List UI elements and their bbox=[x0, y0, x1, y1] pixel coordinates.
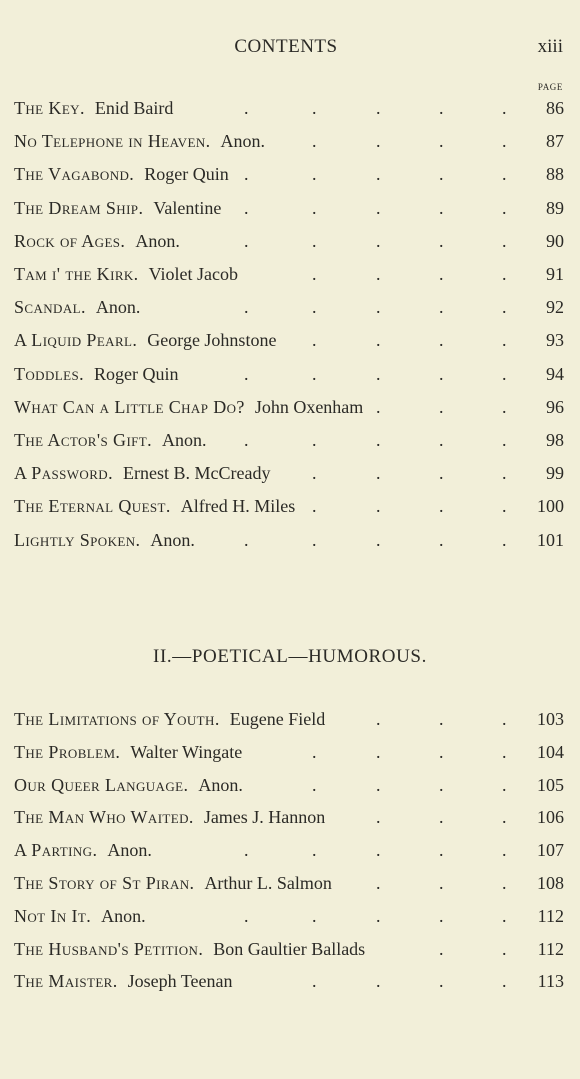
leader-dot: . bbox=[244, 164, 249, 185]
leader-dot: . bbox=[244, 297, 249, 318]
toc-entry bbox=[14, 194, 564, 222]
leader-dot: . bbox=[439, 873, 444, 893]
leader-dot: . bbox=[376, 840, 381, 861]
leader-dot: . bbox=[244, 905, 249, 926]
leader-dot: . bbox=[439, 396, 444, 417]
leader-dot: . bbox=[439, 297, 444, 318]
leader-dot: . bbox=[244, 363, 249, 384]
entry-title: The Man Who Waited. bbox=[14, 807, 194, 828]
toc-entry bbox=[14, 127, 564, 155]
running-head bbox=[0, 36, 580, 60]
leader-dot: . bbox=[439, 131, 444, 152]
leader-dot: . bbox=[376, 264, 381, 284]
entry-title: The Actor's Gift. bbox=[14, 430, 153, 450]
leader-dot: . bbox=[244, 197, 249, 218]
entry-author: Anon. bbox=[162, 430, 207, 450]
toc-entry bbox=[14, 902, 564, 930]
leader-dot: . bbox=[502, 938, 507, 959]
entry-title: Toddles. bbox=[14, 363, 84, 384]
leader-dot: . bbox=[312, 529, 317, 550]
entry-author: Anon. bbox=[135, 230, 180, 251]
leader-dot: . bbox=[312, 741, 317, 762]
toc-entry bbox=[14, 869, 564, 897]
toc-entry bbox=[14, 459, 564, 487]
entry-title: The Vagabond. bbox=[14, 164, 135, 185]
toc-entry bbox=[14, 935, 564, 963]
entry-author: Anon. bbox=[107, 840, 152, 861]
entry-author: Ernest B. McCready bbox=[122, 463, 271, 484]
leader-dot: . bbox=[439, 971, 444, 992]
toc-entry bbox=[14, 227, 564, 255]
entry-page-number: 112 bbox=[537, 938, 564, 959]
leader-dot: . bbox=[502, 807, 507, 828]
leader-dot: . bbox=[439, 709, 444, 729]
leader-dot: . bbox=[376, 463, 381, 484]
leader-dot: . bbox=[502, 230, 507, 251]
leader-dot: . bbox=[502, 430, 507, 450]
entry-author: Arthur L. Salmon bbox=[204, 873, 332, 893]
entry-title: Scandal. bbox=[14, 297, 86, 318]
leader-dot: . bbox=[439, 905, 444, 926]
leader-dot: . bbox=[502, 297, 507, 318]
leader-dot: . bbox=[376, 741, 381, 762]
entry-page-number: 88 bbox=[546, 164, 564, 185]
leader-dot: . bbox=[376, 98, 381, 118]
page-column-label: PAGE bbox=[537, 82, 563, 92]
toc-entry bbox=[14, 526, 564, 554]
entry-title: A Liquid Pearl. bbox=[14, 330, 138, 351]
entry-author: Enid Baird bbox=[94, 98, 174, 118]
entry-author: Anon. bbox=[150, 529, 195, 550]
entry-page-number: 103 bbox=[537, 709, 564, 729]
leader-dot: . bbox=[439, 164, 444, 185]
leader-dot: . bbox=[376, 230, 381, 251]
toc-entry bbox=[14, 160, 564, 188]
leader-dot: . bbox=[439, 741, 444, 762]
entry-page-number: 93 bbox=[546, 330, 564, 351]
entry-author: John Oxenham bbox=[254, 396, 364, 417]
leader-dot: . bbox=[502, 529, 507, 550]
leader-dot: . bbox=[439, 430, 444, 450]
page-folio: xiii bbox=[537, 36, 563, 57]
leader-dot: . bbox=[244, 840, 249, 861]
entry-author: Anon. bbox=[101, 905, 146, 926]
entry-author: Violet Jacob bbox=[148, 264, 238, 284]
entry-title: The Key. bbox=[14, 98, 85, 118]
entry-page-number: 99 bbox=[546, 463, 564, 484]
leader-dot: . bbox=[502, 971, 507, 992]
leader-dot: . bbox=[439, 496, 444, 517]
leader-dot: . bbox=[376, 197, 381, 218]
leader-dot: . bbox=[312, 330, 317, 351]
leader-dot: . bbox=[439, 330, 444, 351]
leader-dot: . bbox=[502, 709, 507, 729]
leader-dot: . bbox=[376, 905, 381, 926]
section-heading: II.—POETICAL—HUMOROUS. bbox=[153, 646, 427, 667]
leader-dot: . bbox=[244, 529, 249, 550]
leader-dot: . bbox=[376, 873, 381, 893]
entry-title: The Problem. bbox=[14, 741, 121, 762]
leader-dot: . bbox=[439, 774, 444, 795]
leader-dot: . bbox=[312, 98, 317, 118]
leader-dot: . bbox=[312, 971, 317, 992]
leader-dot: . bbox=[376, 496, 381, 517]
entry-title: Our Queer Language. bbox=[14, 774, 189, 795]
entry-author: Anon. bbox=[198, 774, 243, 795]
leader-dot: . bbox=[502, 840, 507, 861]
leader-dot: . bbox=[376, 774, 381, 795]
leader-dot: . bbox=[376, 709, 381, 729]
entry-page-number: 105 bbox=[537, 774, 564, 795]
leader-dot: . bbox=[376, 164, 381, 185]
entry-page-number: 104 bbox=[537, 741, 564, 762]
entry-title: The Dream Ship. bbox=[14, 197, 144, 218]
entry-page-number: 112 bbox=[537, 905, 564, 926]
leader-dot: . bbox=[502, 774, 507, 795]
toc-entry bbox=[14, 326, 564, 354]
leader-dot: . bbox=[312, 496, 317, 517]
leader-dot: . bbox=[244, 230, 249, 251]
entry-title: Rock of Ages. bbox=[14, 230, 126, 251]
leader-dot: . bbox=[502, 496, 507, 517]
leader-dot: . bbox=[312, 297, 317, 318]
entry-page-number: 96 bbox=[546, 396, 564, 417]
entry-title: The Story of St Piran. bbox=[14, 873, 195, 893]
running-head-title: CONTENTS bbox=[234, 36, 338, 57]
entry-page-number: 101 bbox=[537, 529, 564, 550]
entry-page-number: 92 bbox=[546, 297, 564, 318]
entry-title: The Husband's Petition. bbox=[14, 938, 204, 959]
toc-entry bbox=[14, 426, 564, 454]
entry-page-number: 89 bbox=[546, 197, 564, 218]
leader-dot: . bbox=[376, 971, 381, 992]
entry-page-number: 94 bbox=[546, 363, 564, 384]
leader-dot: . bbox=[502, 164, 507, 185]
leader-dot: . bbox=[376, 396, 381, 417]
leader-dot: . bbox=[502, 330, 507, 351]
entry-author: Alfred H. Miles bbox=[180, 496, 296, 517]
leader-dot: . bbox=[376, 529, 381, 550]
entry-author: Walter Wingate bbox=[130, 741, 243, 762]
leader-dot: . bbox=[312, 164, 317, 185]
entry-page-number: 106 bbox=[537, 807, 564, 828]
entry-title: What Can a Little Chap Do? bbox=[14, 396, 245, 417]
entry-author: Anon. bbox=[220, 131, 266, 152]
entry-page-number: 113 bbox=[537, 971, 564, 992]
toc-entry bbox=[14, 705, 564, 733]
entry-title: Not In It. bbox=[14, 905, 92, 926]
leader-dot: . bbox=[312, 363, 317, 384]
toc-entry bbox=[14, 738, 564, 766]
leader-dot: . bbox=[439, 938, 444, 959]
entry-author: Anon. bbox=[95, 297, 141, 318]
leader-dot: . bbox=[502, 131, 507, 152]
entry-title: No Telephone in Heaven. bbox=[14, 131, 211, 152]
entry-title: A Parting. bbox=[14, 840, 98, 861]
entry-title: A Password. bbox=[14, 463, 113, 484]
entry-title: The Eternal Quest. bbox=[14, 496, 171, 517]
entry-author: Bon Gaultier Ballads bbox=[213, 938, 366, 959]
leader-dot: . bbox=[244, 98, 249, 118]
leader-dot: . bbox=[376, 330, 381, 351]
entry-page-number: 90 bbox=[546, 230, 564, 251]
leader-dot: . bbox=[376, 297, 381, 318]
toc-entry bbox=[14, 260, 564, 288]
toc-entry bbox=[14, 94, 564, 122]
toc-entry bbox=[14, 967, 564, 995]
entry-page-number: 98 bbox=[546, 430, 564, 450]
leader-dot: . bbox=[312, 430, 317, 450]
leader-dot: . bbox=[312, 840, 317, 861]
leader-dot: . bbox=[439, 363, 444, 384]
leader-dot: . bbox=[502, 741, 507, 762]
entry-author: Valentine bbox=[153, 197, 222, 218]
entry-page-number: 100 bbox=[537, 496, 564, 517]
leader-dot: . bbox=[502, 363, 507, 384]
leader-dot: . bbox=[502, 873, 507, 893]
leader-dot: . bbox=[312, 905, 317, 926]
leader-dot: . bbox=[312, 197, 317, 218]
entry-page-number: 87 bbox=[546, 131, 564, 152]
entry-page-number: 107 bbox=[537, 840, 564, 861]
leader-dot: . bbox=[244, 430, 249, 450]
toc-entry bbox=[14, 360, 564, 388]
toc-entry bbox=[14, 803, 564, 831]
leader-dot: . bbox=[439, 197, 444, 218]
leader-dot: . bbox=[376, 363, 381, 384]
entry-page-number: 108 bbox=[537, 873, 564, 893]
leader-dot: . bbox=[502, 264, 507, 284]
entry-page-number: 91 bbox=[546, 264, 564, 284]
entry-title: The Limitations of Youth. bbox=[14, 709, 220, 729]
leader-dot: . bbox=[312, 131, 317, 152]
leader-dot: . bbox=[376, 807, 381, 828]
toc-entry bbox=[14, 771, 564, 799]
leader-dot: . bbox=[312, 774, 317, 795]
toc-entry bbox=[14, 293, 564, 321]
entry-author: James J. Hannon bbox=[203, 807, 326, 828]
leader-dot: . bbox=[312, 230, 317, 251]
entry-author: Joseph Teenan bbox=[127, 971, 233, 992]
leader-dot: . bbox=[439, 230, 444, 251]
entry-title: Lightly Spoken. bbox=[14, 529, 141, 550]
entry-title: Tam i' the Kirk. bbox=[14, 264, 139, 284]
leader-dot: . bbox=[502, 98, 507, 118]
entry-author: George Johnstone bbox=[147, 330, 277, 351]
leader-dot: . bbox=[376, 430, 381, 450]
entry-page-number: 86 bbox=[546, 98, 564, 118]
leader-dot: . bbox=[376, 131, 381, 152]
leader-dot: . bbox=[439, 98, 444, 118]
leader-dot: . bbox=[502, 463, 507, 484]
leader-dot: . bbox=[502, 396, 507, 417]
leader-dot: . bbox=[312, 264, 317, 284]
toc-entry bbox=[14, 393, 564, 421]
leader-dot: . bbox=[502, 197, 507, 218]
entry-author: Eugene Field bbox=[229, 709, 326, 729]
leader-dot: . bbox=[439, 264, 444, 284]
leader-dot: . bbox=[439, 807, 444, 828]
leader-dot: . bbox=[502, 905, 507, 926]
toc-entry bbox=[14, 492, 564, 520]
leader-dot: . bbox=[439, 463, 444, 484]
entry-author: Roger Quin bbox=[93, 363, 179, 384]
leader-dot: . bbox=[312, 463, 317, 484]
leader-dot: . bbox=[439, 840, 444, 861]
leader-dot: . bbox=[439, 529, 444, 550]
entry-title: The Maister. bbox=[14, 971, 118, 992]
entry-author: Roger Quin bbox=[144, 164, 229, 185]
toc-entry bbox=[14, 836, 564, 864]
